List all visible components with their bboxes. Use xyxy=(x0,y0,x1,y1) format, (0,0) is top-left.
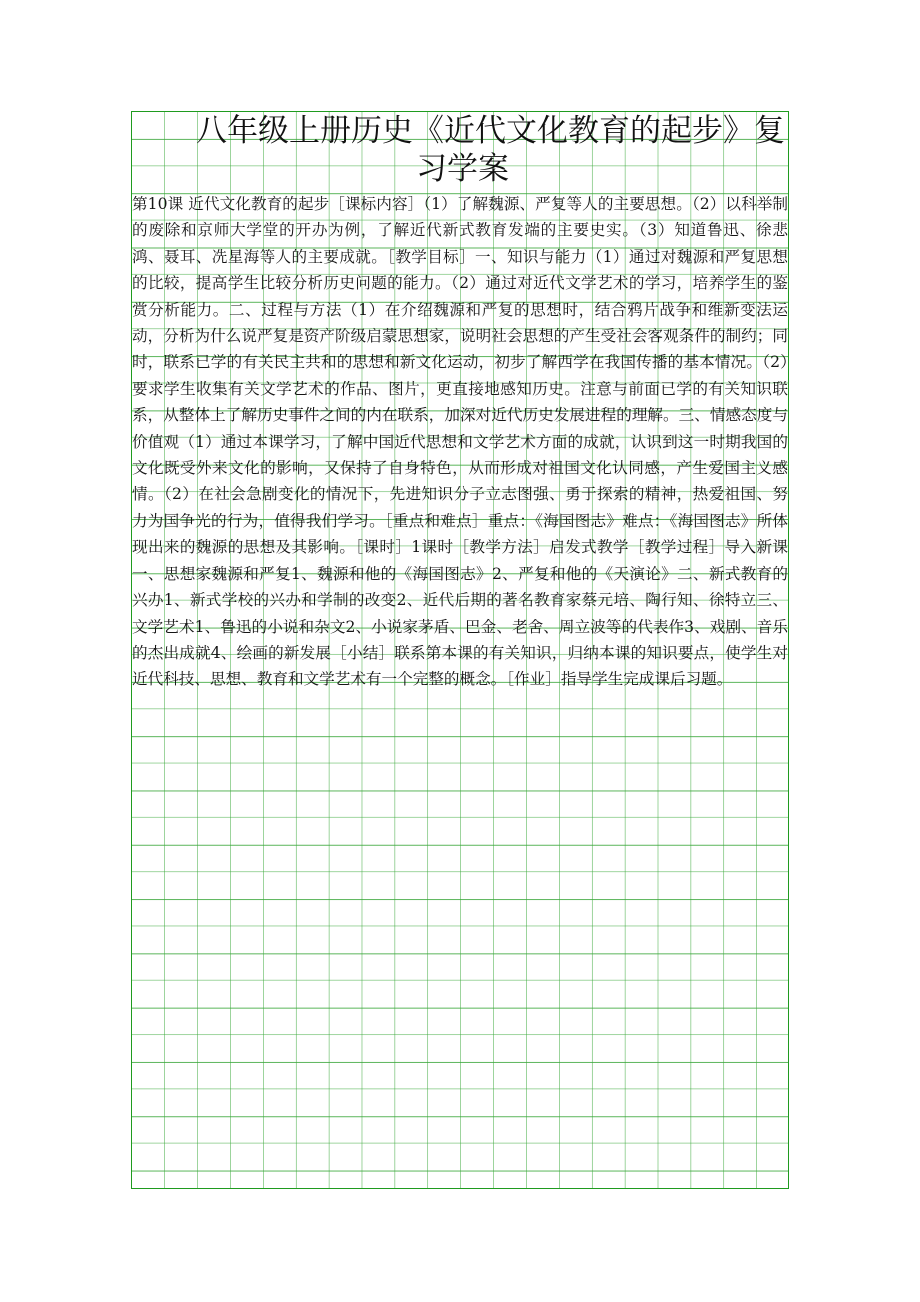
title-line-2: 习学案 xyxy=(416,151,509,187)
lesson-plan-body: 第10课 近代文化教育的起步［课标内容］（1）了解魏源、严复等人的主要思想。（2）以科举制的废除和京师大学堂的开办为例，了解近代新式教育发端的主要史实。（3）知道鲁迅、徐悲鸿、聂耳、冼星海等人的主要成就。［教学目标］一、知识与能力（1）通过对魏源和严复思想的比较，提高学生比较分析历史问题的能力。（2）通过对近代文学艺术的学习，培养学生的鉴赏分析能力。二、过程与方法（1）在介绍魏源和严复的思想时，结合鸦片战争和维新变法运动，分析为什么说严复是资产阶级启蒙思想家，说明社会思想的产生受社会客观条件的制约；同时，联系已学的有关民主共和的思想和新文化运动，初步了解西学在我国传播的基本情况。（2）要求学生收集有关文学艺术的作品、图片，更直接地感知历史。注意与前面已学的有关知识联系，从整体上了解历史事件之间的内在联系，加深对近代历史发展进程的理解。三、情感态度与价值观（1）通过本课学习，了解中国近代思想和文学艺术方面的成就，认识到这一时期我国的文化既受外来文化的影响，又保持了自身特色，从而形成对祖国文化认同感，产生爱国主义感情。（2）在社会急剧变化的情况下，先进知识分子立志图强、勇于探索的精神，热爱祖国、努力为国争光的行为，值得我们学习。［重点和难点］重点：《海国图志》难点：《海国图志》所体现出来的魏源的思想及其影响。［课时］1课时［教学方法］启发式教学［教学过程］导入新课一、思想家魏源和严复1、魏源和他的《海国图志》2、严复和他的《天演论》二、新式教育的兴办1、新式学校的兴办和学制的改变2、近代后期的著名教育家蔡元培、陶行知、徐特立三、文学艺术1、鲁迅的小说和杂文2、小说家茅盾、巴金、老舍、周立波等的代表作3、戏剧、音乐的杰出成就4、绘画的新发展［小结］联系第本课的有关知识，归纳本课的知识要点，使学生对近代科技、思想、教育和文学艺术有一个完整的概念。［作业］指导学生完成课后习题。 xyxy=(132,195,788,689)
title-line-1: 八年级上册历史《近代文化教育的起步》复 xyxy=(196,113,785,149)
page-title xyxy=(196,112,791,188)
